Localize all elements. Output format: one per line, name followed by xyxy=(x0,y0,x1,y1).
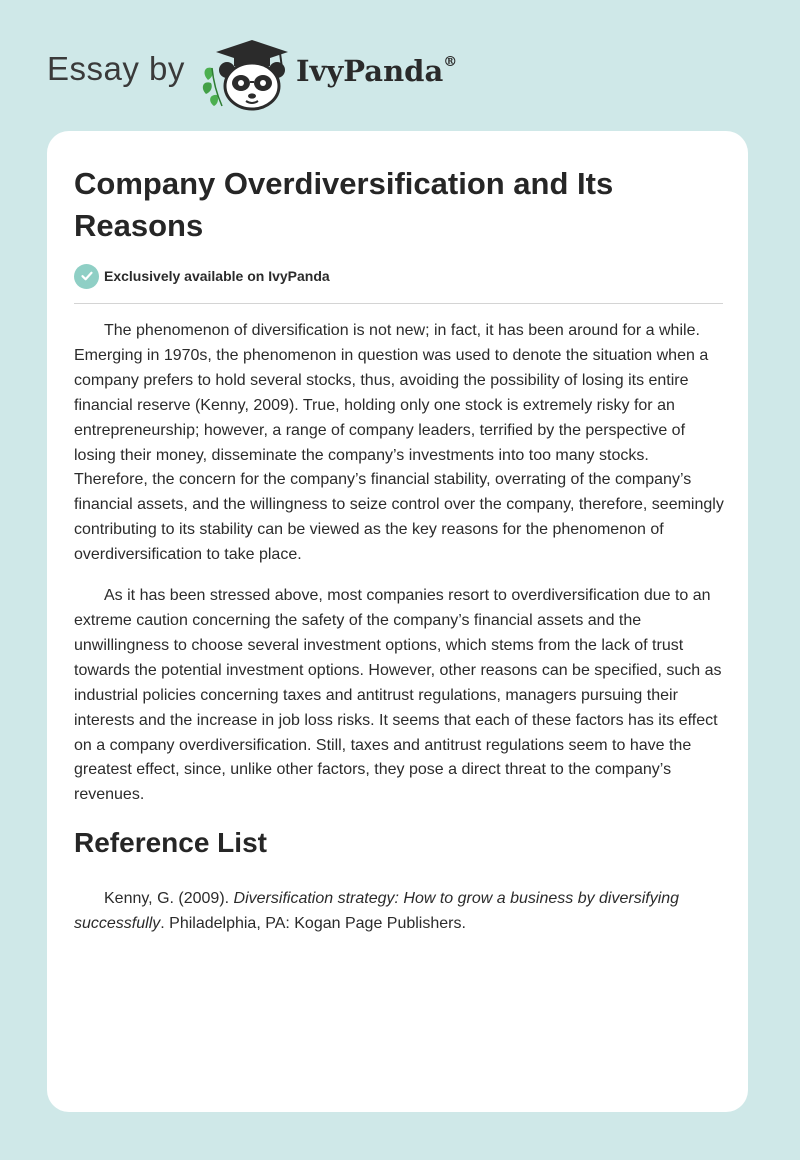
essay-card xyxy=(47,131,748,1112)
brand-name-text: IvyPanda xyxy=(296,54,444,88)
essay-paragraph-1: The phenomenon of diversification is not new; in fact, it has been around for a while. Emerging in 1970s, the phenomenon in question was used to denote the situation when a company prefers to hold several stocks, thus, avoiding the possibility of losing its entire financial reserve (Kenny, 2009). True, holding only one stock is extremely risky for an entrepreneurship; however, a range of company leaders, terrified by the perspective of losing their money, disseminate the company’s investments into too many stocks. Therefore, the concern for the company’s financial stability, overrating of the company’s financial assets, and the willingness to seize control over the company, therefore, seemingly contributing to its stability can be viewed as the key reasons for the phenomenon of overdiversification to take place. xyxy=(74,322,724,564)
reference-publisher: . Philadelphia, PA: Kogan Page Publishers. xyxy=(160,915,466,932)
essay-paragraph-2: As it has been stressed above, most companies resort to overdiversification due to an extreme caution concerning the safety of the company’s financial assets and the unwillingness to choose several investment options, which stems from the lack of trust towards the potential investment options. However, other reasons can be specified, such as industrial policies concerning taxes and antitrust regulations, managers pursuing their interests and the increase in job loss risks. It seems that each of these factors has its effect on a company overdiversification. Still, taxes and antitrust regulations seem to have the greatest effect, since, unlike other factors, they pose a direct threat to the company’s revenues. xyxy=(74,587,722,804)
essay-by-label: Essay by xyxy=(47,50,185,87)
brand-name[interactable] xyxy=(296,54,457,88)
reference-list xyxy=(74,886,726,936)
essay-body xyxy=(74,319,726,824)
panda-graduate-logo-icon[interactable] xyxy=(200,36,290,112)
site-header xyxy=(0,0,800,120)
page-title: Company Overdiversification and Its Reasons xyxy=(74,166,614,243)
exclusive-badge-text: Exclusively available on IvyPanda xyxy=(104,268,330,284)
check-circle-icon xyxy=(74,264,99,289)
registered-mark: ® xyxy=(443,54,458,71)
reference-list-heading: Reference List xyxy=(74,827,267,858)
reference-title: Diversification strategy: How to grow a business by diversifying successfully xyxy=(74,890,680,932)
reference-author: Kenny, G. (2009). xyxy=(104,890,234,907)
reference-item xyxy=(74,886,726,936)
exclusive-badge xyxy=(74,263,330,289)
title-divider xyxy=(74,303,723,304)
